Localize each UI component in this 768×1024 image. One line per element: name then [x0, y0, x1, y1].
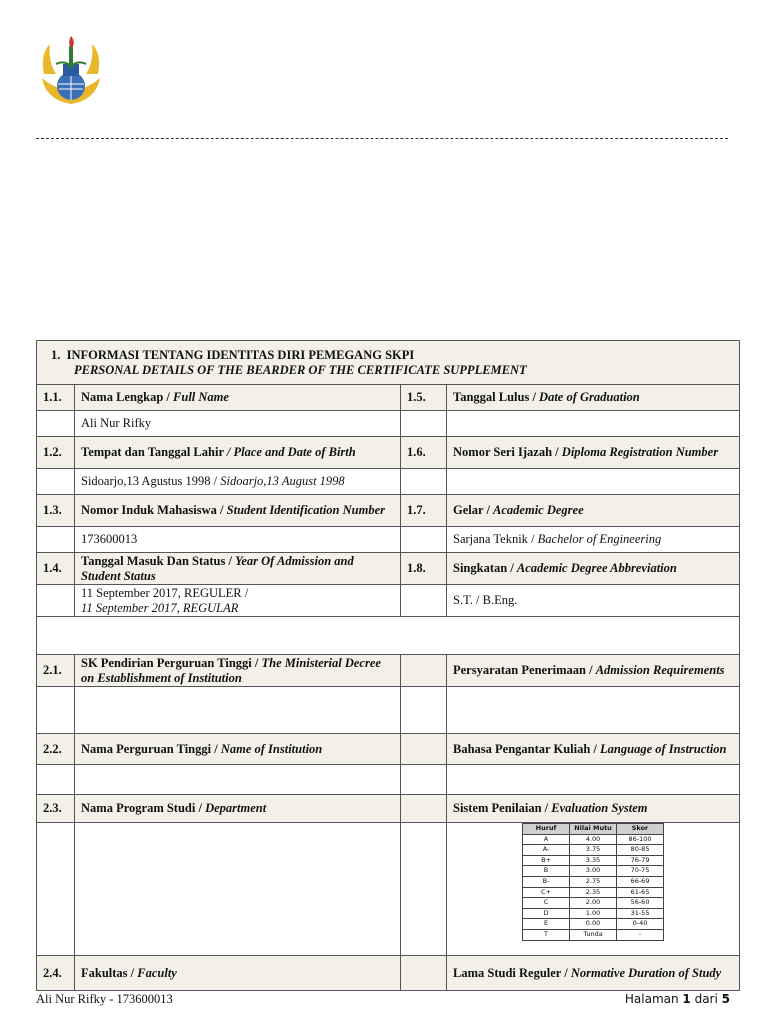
- faculty-label: Fakultas / Faculty: [75, 956, 401, 991]
- field-number: 2.4.: [37, 956, 75, 991]
- field-number: 1.4.: [37, 553, 75, 585]
- grading-header: Nilai Mutu: [570, 824, 617, 835]
- grading-row: B 3.00 70-75: [523, 866, 664, 877]
- skpi-identity-table: [36, 340, 740, 991]
- academic-degree-value: Sarjana Teknik / Bachelor of Engineering: [447, 527, 740, 553]
- footer-page-number: Halaman 1 dari 5: [624, 992, 730, 1006]
- section-1-subtitle: PERSONAL DETAILS OF THE BEARDER OF THE CERTIFICATE SUPPLEMENT: [74, 362, 527, 377]
- section-spacer: [37, 617, 740, 655]
- graduation-date-label: Tanggal Lulus / Date of Graduation: [447, 385, 740, 411]
- grading-row: T Tunda -: [523, 929, 664, 940]
- grading-row: C 2.00 56-60: [523, 898, 664, 909]
- field-number: 1.3.: [37, 495, 75, 527]
- field-number: 1.1.: [37, 385, 75, 411]
- full-name-value: Ali Nur Rifky: [75, 411, 401, 437]
- grading-table: [522, 823, 664, 941]
- field-number: 2.1.: [37, 655, 75, 687]
- field-number: 1.7.: [401, 495, 447, 527]
- grading-header: Huruf: [523, 824, 570, 835]
- field-number: 2.3.: [37, 795, 75, 823]
- section-1-title: INFORMASI TENTANG IDENTITAS DIRI PEMEGANG SKPI: [66, 347, 415, 362]
- grading-row: E 0.00 0-40: [523, 919, 664, 930]
- institution-name-label: Nama Perguruan Tinggi / Name of Institution: [75, 734, 401, 765]
- student-id-value: 173600013: [75, 527, 401, 553]
- degree-abbreviation-value: S.T. / B.Eng.: [447, 585, 740, 617]
- evaluation-system-label: Sistem Penilaian / Evaluation System: [447, 795, 740, 823]
- admission-status-label: Tanggal Masuk Dan Status / Year Of Admission and Student Status: [75, 553, 401, 585]
- grading-row: C+ 2.35 61-65: [523, 887, 664, 898]
- degree-abbreviation-label: Singkatan / Academic Degree Abbreviation: [447, 553, 740, 585]
- section-1-number: 1.: [51, 347, 61, 362]
- field-number: 1.5.: [401, 385, 447, 411]
- field-number: 2.2.: [37, 734, 75, 765]
- university-logo-icon: [36, 34, 106, 106]
- grading-header: Skor: [617, 824, 664, 835]
- department-label: Nama Program Studi / Department: [75, 795, 401, 823]
- graduation-date-value: [447, 411, 740, 437]
- admission-requirements-label: Persyaratan Penerimaan / Admission Requirements: [447, 655, 740, 687]
- full-name-label: Nama Lengkap / Full Name: [75, 385, 401, 411]
- diploma-number-label: Nomor Seri Ijazah / Diploma Registration Number: [447, 437, 740, 469]
- birth-place-date-value: Sidoarjo,13 Agustus 1998 / Sidoarjo,13 August 1998: [75, 469, 401, 495]
- header-divider: [36, 138, 728, 139]
- grading-row: A- 3.75 80-85: [523, 845, 664, 856]
- grading-table-cell: [447, 823, 740, 956]
- field-number: 1.8.: [401, 553, 447, 585]
- grading-row: B+ 3.35 76-79: [523, 855, 664, 866]
- field-number: 1.6.: [401, 437, 447, 469]
- study-duration-label: Lama Studi Reguler / Normative Duration of Study: [447, 956, 740, 991]
- field-number: 1.2.: [37, 437, 75, 469]
- academic-degree-label: Gelar / Academic Degree: [447, 495, 740, 527]
- ministerial-decree-label: SK Pendirian Perguruan Tinggi / The Ministerial Decree on Establishment of Institution: [75, 655, 401, 687]
- footer-student-info: Ali Nur Rifky - 173600013: [36, 992, 173, 1006]
- grading-row: B- 2.75 66-69: [523, 876, 664, 887]
- student-id-label: Nomor Induk Mahasiswa / Student Identification Number: [75, 495, 401, 527]
- language-label: Bahasa Pengantar Kuliah / Language of Instruction: [447, 734, 740, 765]
- diploma-number-value: [447, 469, 740, 495]
- birth-place-date-label: Tempat dan Tanggal Lahir / Place and Date of Birth: [75, 437, 401, 469]
- section-1-header: [37, 341, 740, 385]
- grading-row: A 4.00 86-100: [523, 834, 664, 845]
- admission-status-value: 11 September 2017, REGULER / 11 September 2017, REGULAR: [75, 585, 401, 617]
- grading-row: D 1.00 31-55: [523, 908, 664, 919]
